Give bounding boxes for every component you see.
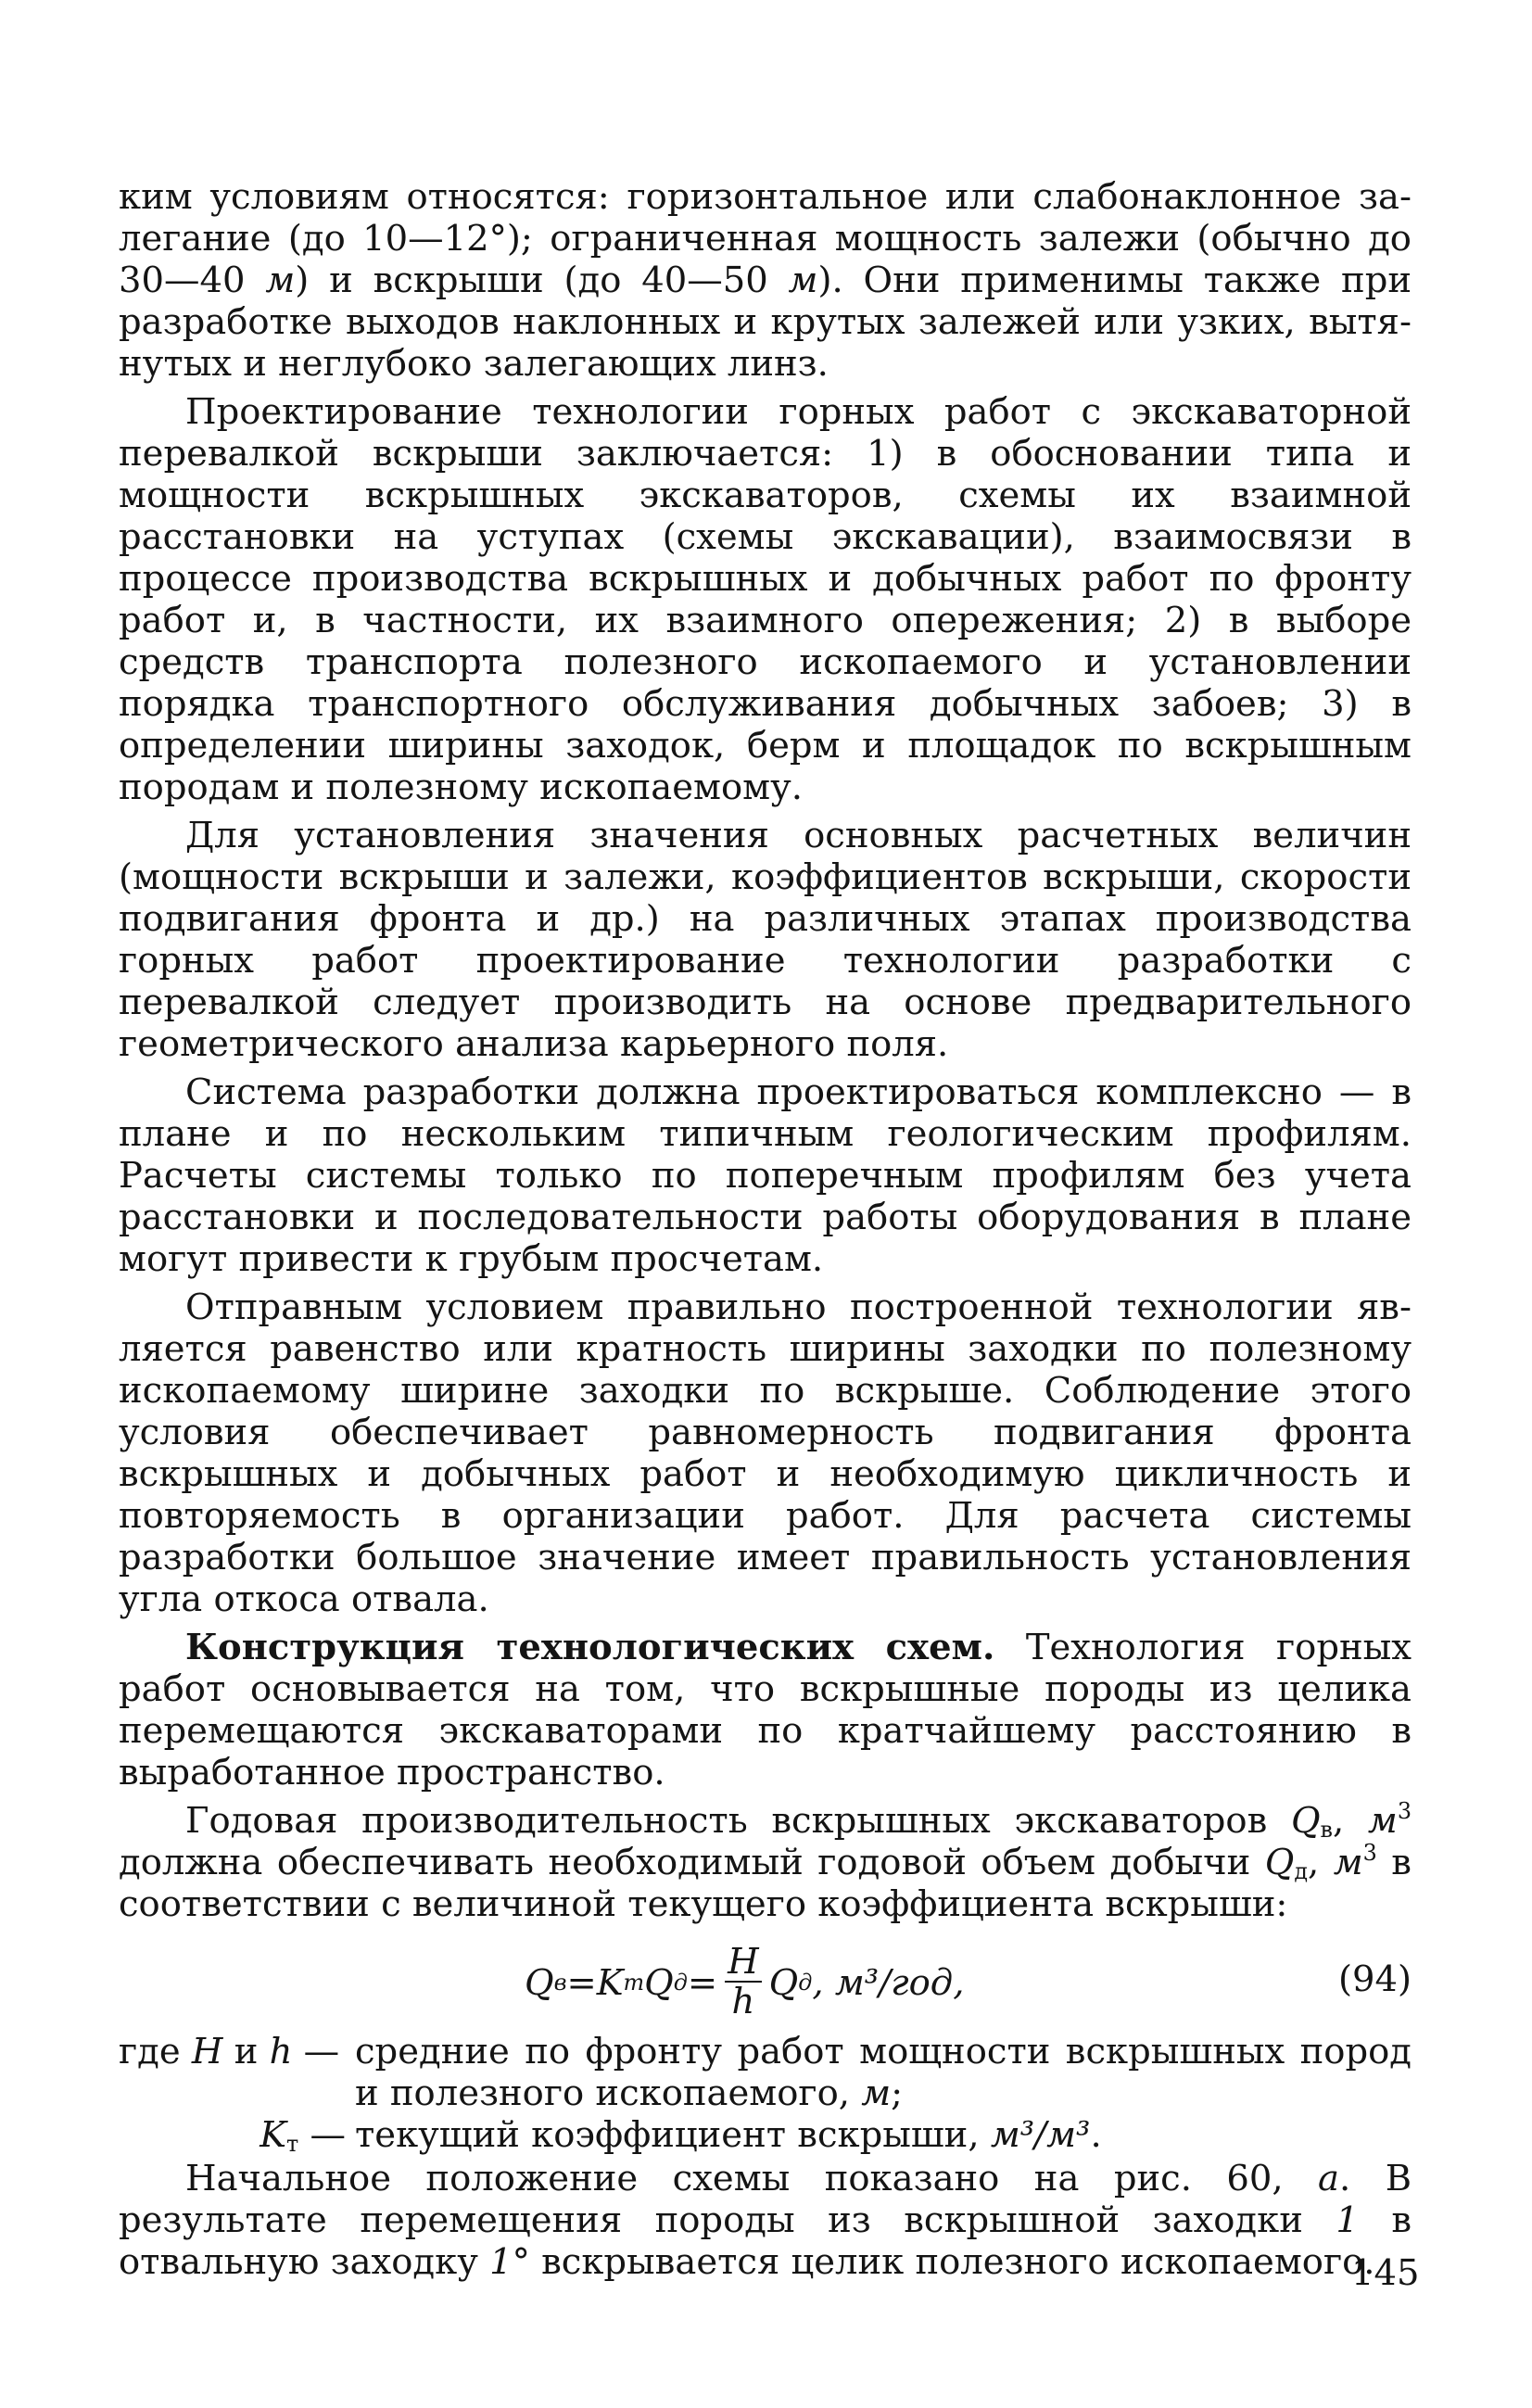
section-heading: Конструкция технологических схем. [185, 1627, 995, 1668]
paragraph: Начальное положение схемы показано на рис. 60, а. В результате перемещения породы из вскрышной заходки 1 в отвальную заходку 1° вскрывается целик полезного ископаемого. [119, 2158, 1412, 2283]
fraction-H-over-h: $\frac{H}{h}$ [725, 1944, 762, 2021]
page-number: 145 [1351, 2252, 1420, 2294]
paragraph: ким условиям относятся: горизонтальное или слабонаклонное залегание (до 10—12°); ограниченная мощность залежи (обычно до 30—40 м) и вскрыши (до 40—50 м). Они применимы также при разработке выходов наклонных и крутых залежей или узких, вытянутых и неглубоко залегающих линз. [119, 176, 1412, 385]
paragraph: Годовая производительность вскрышных экскаваторов $Q_в$, $м^3$ должна обеспечивать необходимый годовой объем добычи $Q_д$, $м^3$ в соответствии с величиной текущего коэффициента вскрыши: [119, 1798, 1412, 1925]
paragraph: Отправным условием правильно построенной технологии является равенство или кратность ширины заходки по полезному ископаемому ширине заходки по вскрыше. Соблюдение этого условия обеспечивает равномерность подвигания фронта вскрышных и добычных работ и необходимую цикличность и повторяемость в организации работ. Для расчета системы разработки большое значение имеет правильность установления угла откоса отвала. [119, 1286, 1412, 1620]
where-row: где H и h — средние по фронту работ мощности вскрышных пород и полезного ископаемого, м; [119, 2031, 1412, 2114]
page-text [119, 176, 1412, 2289]
where-row: $K_т$ — текущий коэффициент вскрыши, м³/м³. [260, 2114, 1102, 2157]
formula-94 [119, 1936, 1412, 2025]
paragraph: Конструкция технологических схем. Технология горных работ основывается на том, что вскрышные породы из целика перемещаются экскаваторами по кратчайшему расстоянию в выработанное пространство. [119, 1627, 1412, 1793]
formula-number: (94) [1337, 1958, 1412, 2000]
paragraph: Для установления значения основных расчетных величин (мощности вскрыши и залежи, коэффициентов вскрыши, скорости подвигания фронта и др.) на различных этапах производства горных работ проектирование технологии разработки с перевалкой следует производить на основе предварительного геометрического анализа карьерного поля. [119, 815, 1412, 1065]
formula-body: Q в = K т Q д = $\frac{H}{h}$ Q д , м³/год, [525, 1941, 965, 2022]
where-clause [119, 2031, 1412, 2156]
paragraph: Проектирование технологии горных работ с экскаваторной перевалкой вскрыши заключается: 1) в обосновании типа и мощности вскрышных экскаваторов, схемы их взаимной расстановки на уступах (схемы экскавации), взаимосвязи в процессе производства вскрышных и добычных работ по фронту работ и, в частности, их взаимного опережения; 2) в выборе средств транспорта полезного ископаемого и установлении порядка транспортного обслуживания добычных забоев; 3) в определении ширины заходок, берм и площадок по вскрышным породам и полезному ископаемому. [119, 391, 1412, 808]
paragraph: Система разработки должна проектироваться комплексно — в плане и по нескольким типичным геологическим профилям. Расчеты системы только по поперечным профилям без учета расстановки и последовательности работы оборудования в плане могут привести к грубым просчетам. [119, 1071, 1412, 1280]
